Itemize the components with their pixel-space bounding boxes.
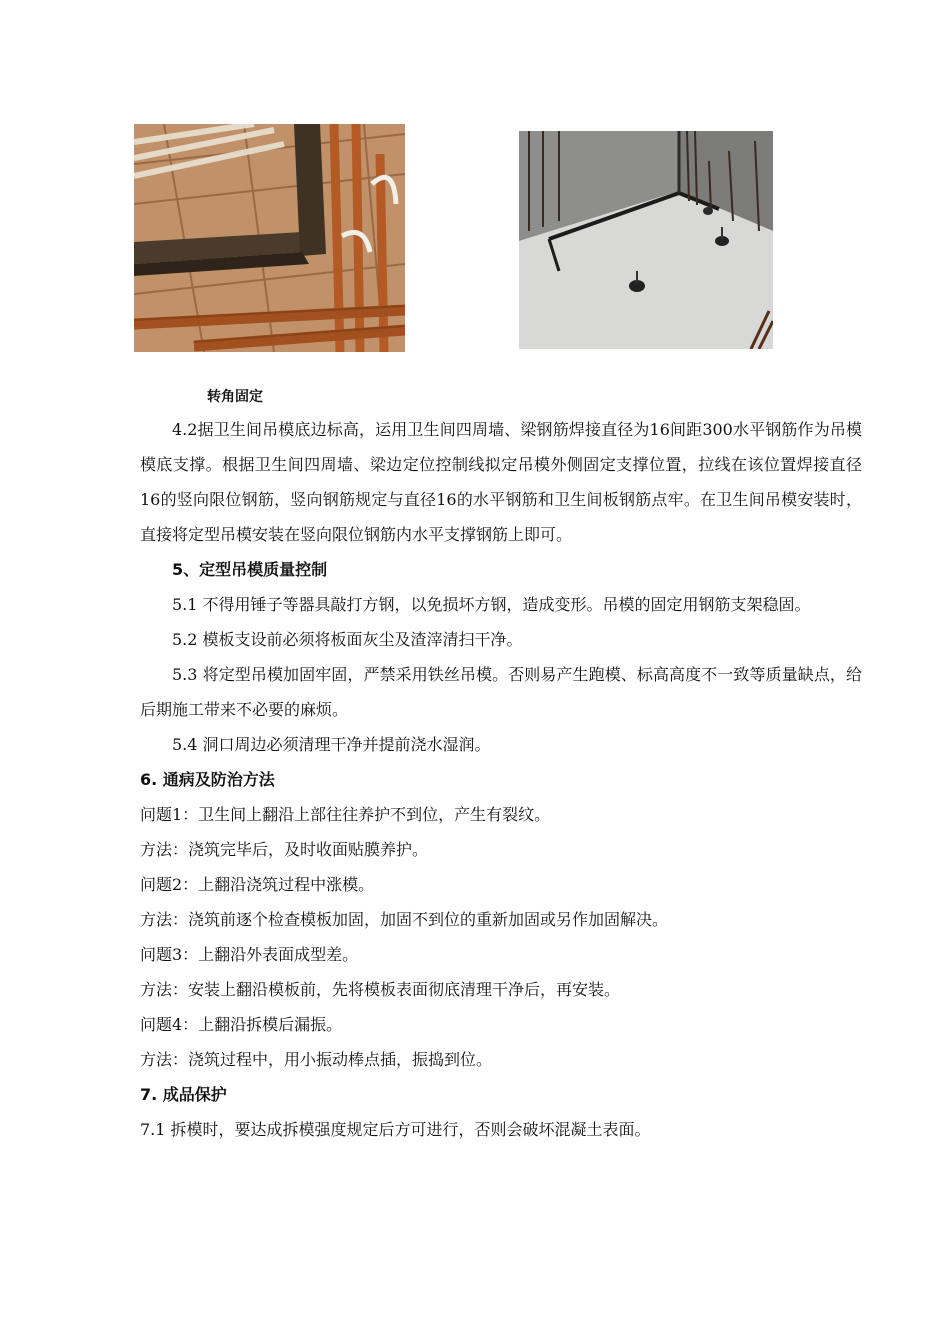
body-paragraph: 4.2据卫生间吊模底边标高，运用卫生间四周墙、梁钢筋焊接直径为16间距300水平钢筋作为吊模模底支撑。根据卫生间四周墙、梁边定位控制线拟定吊模外侧固定支撑位置，拉线在该位置焊接直径16的竖向限位钢筋，竖向钢筋规定与直径16的水平钢筋和卫生间板钢筋点牢。在卫生间吊模安装时，直接将定型吊模安装在竖向限位钢筋内水平支撑钢筋上即可。 [140, 420, 862, 544]
figure-caption: 转角固定 [207, 389, 263, 405]
body-paragraph: 方法：浇筑完毕后，及时收面贴膜养护。 [140, 840, 429, 859]
section-heading: 5、定型吊模质量控制 [172, 560, 328, 579]
body-paragraph: 问题3：上翻沿外表面成型差。 [140, 945, 359, 964]
rebar-photo-icon [134, 124, 405, 352]
body-paragraph: 5.1 不得用锤子等器具敲打方钢，以免损坏方钢，造成变形。吊模的固定用钢筋支架稳固。 [172, 595, 811, 614]
body-paragraph: 方法：浇筑前逐个检查模板加固，加固不到位的重新加固或另作加固解决。 [140, 910, 669, 929]
body-paragraph: 5.3 将定型吊模加固牢固，严禁采用铁丝吊模。否则易产生跑模、标高高度不一致等质量缺点，给后期施工带来不必要的麻烦。 [140, 665, 862, 719]
body-paragraph: 5.4 洞口周边必须清理干净并提前浇水湿润。 [172, 735, 491, 754]
slab-photo-icon [519, 131, 773, 349]
section-heading: 6. 通病及防治方法 [140, 770, 275, 789]
body-paragraph: 问题1：卫生间上翻沿上部往往养护不到位，产生有裂纹。 [140, 805, 551, 824]
body-paragraph: 问题4：上翻沿拆模后漏振。 [140, 1015, 343, 1034]
corner-fixing-photo-slab [519, 131, 773, 349]
section-heading: 7. 成品保护 [140, 1085, 227, 1104]
corner-fixing-photo-rebar [134, 124, 405, 352]
body-paragraph: 问题2：上翻沿浇筑过程中涨模。 [140, 875, 375, 894]
document-body [140, 412, 862, 1147]
body-paragraph: 方法：浇筑过程中，用小振动棒点插，振捣到位。 [140, 1050, 493, 1069]
body-paragraph: 方法：安装上翻沿模板前，先将模板表面彻底清理干净后，再安装。 [140, 980, 621, 999]
body-paragraph: 7.1 拆模时，要达成拆模强度规定后方可进行，否则会破坏混凝土表面。 [140, 1120, 651, 1139]
body-paragraph: 5.2 模板支设前必须将板面灰尘及渣滓清扫干净。 [172, 630, 523, 649]
